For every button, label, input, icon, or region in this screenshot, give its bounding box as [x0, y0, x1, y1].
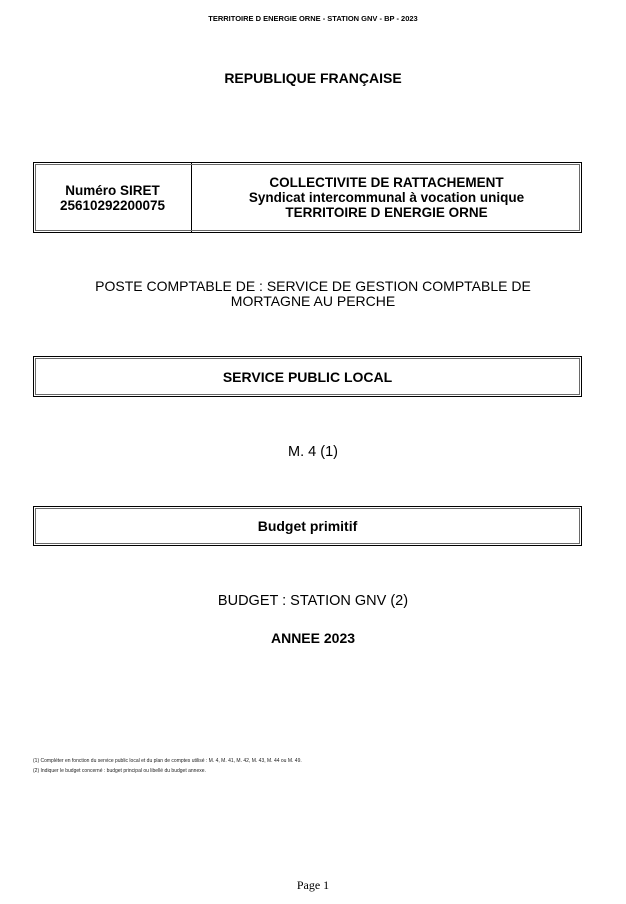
running-header: TERRITOIRE D ENERGIE ORNE - STATION GNV - BP - 2023	[208, 14, 418, 23]
footnote-2: (2) Indiquer le budget concerné : budget principal ou libellé du budget annexe.	[33, 768, 206, 774]
budget-type-label: Budget primitif	[257, 518, 358, 534]
annee: ANNEE 2023	[270, 630, 356, 646]
page-number: Page 1	[296, 878, 330, 892]
siret-cell	[34, 163, 192, 232]
siret-label: Numéro SIRET	[65, 182, 160, 198]
collectivite-heading: COLLECTIVITE DE RATTACHEMENT	[269, 175, 504, 190]
nomenclature: M. 4 (1)	[288, 444, 338, 460]
footnote-1: (1) Compléter en fonction du service public local et du plan de comptes utilisé : M. 4, M. 41, M. 42, M. 43, M. 44 ou M. 49.	[33, 758, 302, 764]
service-label: SERVICE PUBLIC LOCAL	[222, 368, 393, 385]
budget-name: BUDGET : STATION GNV (2)	[217, 593, 409, 609]
footnotes	[33, 756, 302, 776]
identification-box	[33, 162, 582, 233]
collectivite-type: Syndicat intercommunal à vocation unique	[248, 190, 525, 205]
service-box	[33, 356, 582, 397]
poste-comptable-line2: MORTAGNE AU PERCHE	[230, 293, 396, 309]
poste-comptable	[0, 279, 626, 309]
collectivite-cell	[192, 163, 581, 232]
siret-number: 25610292200075	[59, 197, 166, 213]
budget-type-box	[33, 506, 582, 546]
republique-title: REPUBLIQUE FRANÇAISE	[224, 70, 402, 86]
collectivite-name: TERRITOIRE D ENERGIE ORNE	[285, 205, 488, 220]
poste-comptable-line1: POSTE COMPTABLE DE : SERVICE DE GESTION COMPTABLE DE	[95, 278, 531, 294]
